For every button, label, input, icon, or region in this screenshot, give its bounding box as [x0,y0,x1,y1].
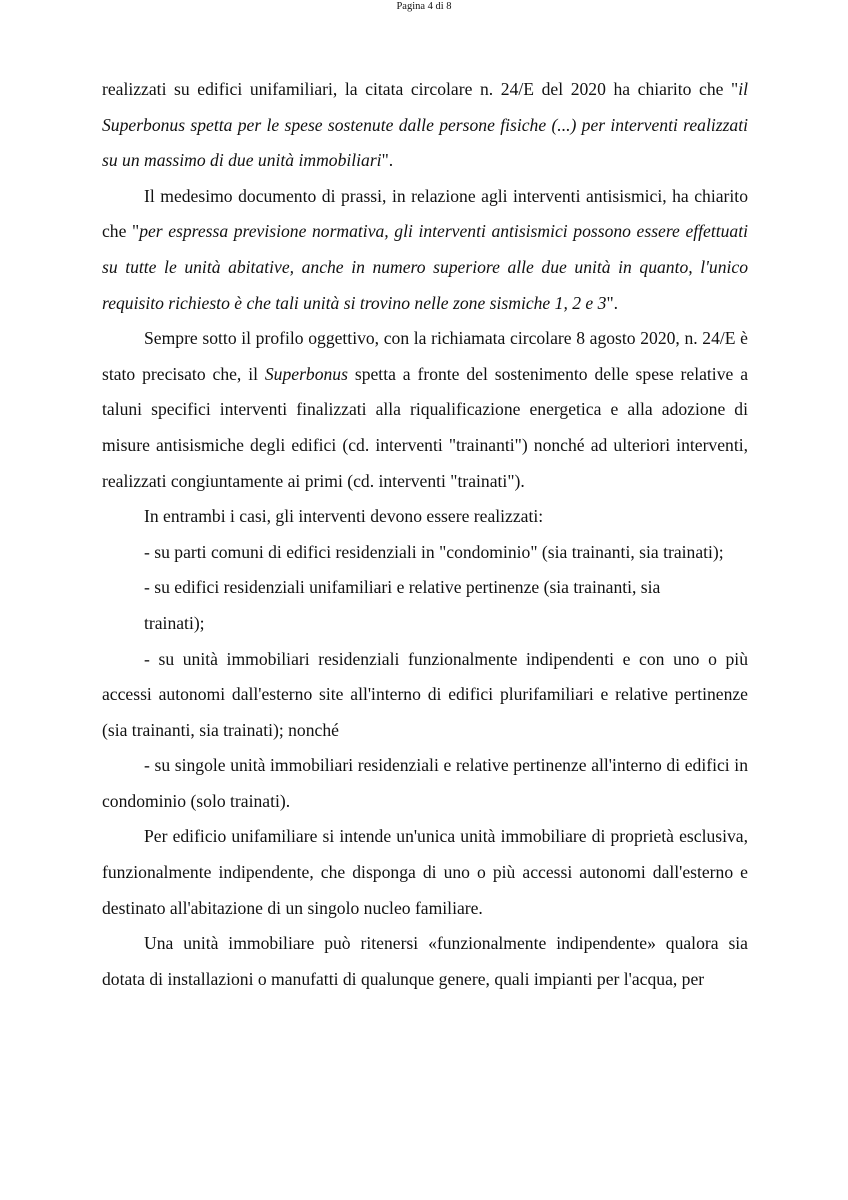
list-item-2-line-1: - su edifici residenziali unifamiliari e relative pertinenze (sia trainanti, sia [144,577,661,598]
paragraph-2-end: ". [606,292,619,313]
page-number-header: Pagina 4 di 8 [396,1,452,12]
paragraph-3-text: Sempre sotto il profilo oggettivo, con la richiamata circolare 8 agosto 2020, n. 24/E è stato precisato che, il [102,328,748,384]
paragraph-2 [102,179,748,321]
list-item-1: - su parti comuni di edifici residenziali in "condominio" (sia trainanti, sia trainati); [144,541,724,562]
paragraph-3-end: spetta a fronte del sostenimento delle spese relative a taluni specifici interventi finalizzati alla riqualificazione energetica e alla adozione di misure antisismiche degli edifici (cd. interventi "trainanti") nonché ad ulteriori interventi, realizzati congiuntamente ai primi (cd. interventi "trainati"). [102,363,748,491]
paragraph-1 [102,72,748,179]
paragraph-5: Per edificio unifamiliare si intende un'unica unità immobiliare di proprietà esclusiva, funzionalmente indipendente, che disponga di uno o più accessi autonomi dall'esterno e destinato all'abitazione di un singolo nucleo familiare. [102,826,748,918]
paragraph-1-quote: il Superbonus spetta per le spese sostenute dalle persone fisiche (...) per interventi realizzati su un massimo di due unità immobiliari [102,79,748,171]
paragraph-1-end: ". [381,150,394,171]
list-item-3: - su unità immobiliari residenziali funzionalmente indipendenti e con uno o più accessi autonomi dall'esterno site all'interno di edifici plurifamiliari e relative pertinenze (sia trainanti, sia trainati); nonché [102,648,748,740]
document-body [102,72,748,997]
paragraph-4: In entrambi i casi, gli interventi devono essere realizzati: [144,506,544,527]
paragraph-3 [102,321,748,499]
paragraph-2-quote: per espressa previsione normativa, gli interventi antisismici possono essere effettuati su tutte le unità abitative, anche in numero superiore alle due unità in quanto, l'unico requisito richiesto è che tali unità si trovino nelle zone sismiche 1, 2 e 3 [102,221,748,313]
paragraph-1-text: realizzati su edifici unifamiliari, la citata circolare n. 24/E del 2020 ha chiarito che " [102,79,739,99]
list-item-4: - su singole unità immobiliari residenziali e relative pertinenze all'interno di edifici in condominio (solo trainati). [102,755,748,811]
list-item-2-line-2: trainati); [144,612,205,633]
paragraph-6: Una unità immobiliare può ritenersi «funzionalmente indipendente» qualora sia dotata di installazioni o manufatti di qualunque genere, quali impianti per l'acqua, per [102,933,748,989]
paragraph-3-term: Superbonus [264,363,348,384]
paragraph-2-text: Il medesimo documento di prassi, in relazione agli interventi antisismici, ha chiarito che " [102,185,748,242]
